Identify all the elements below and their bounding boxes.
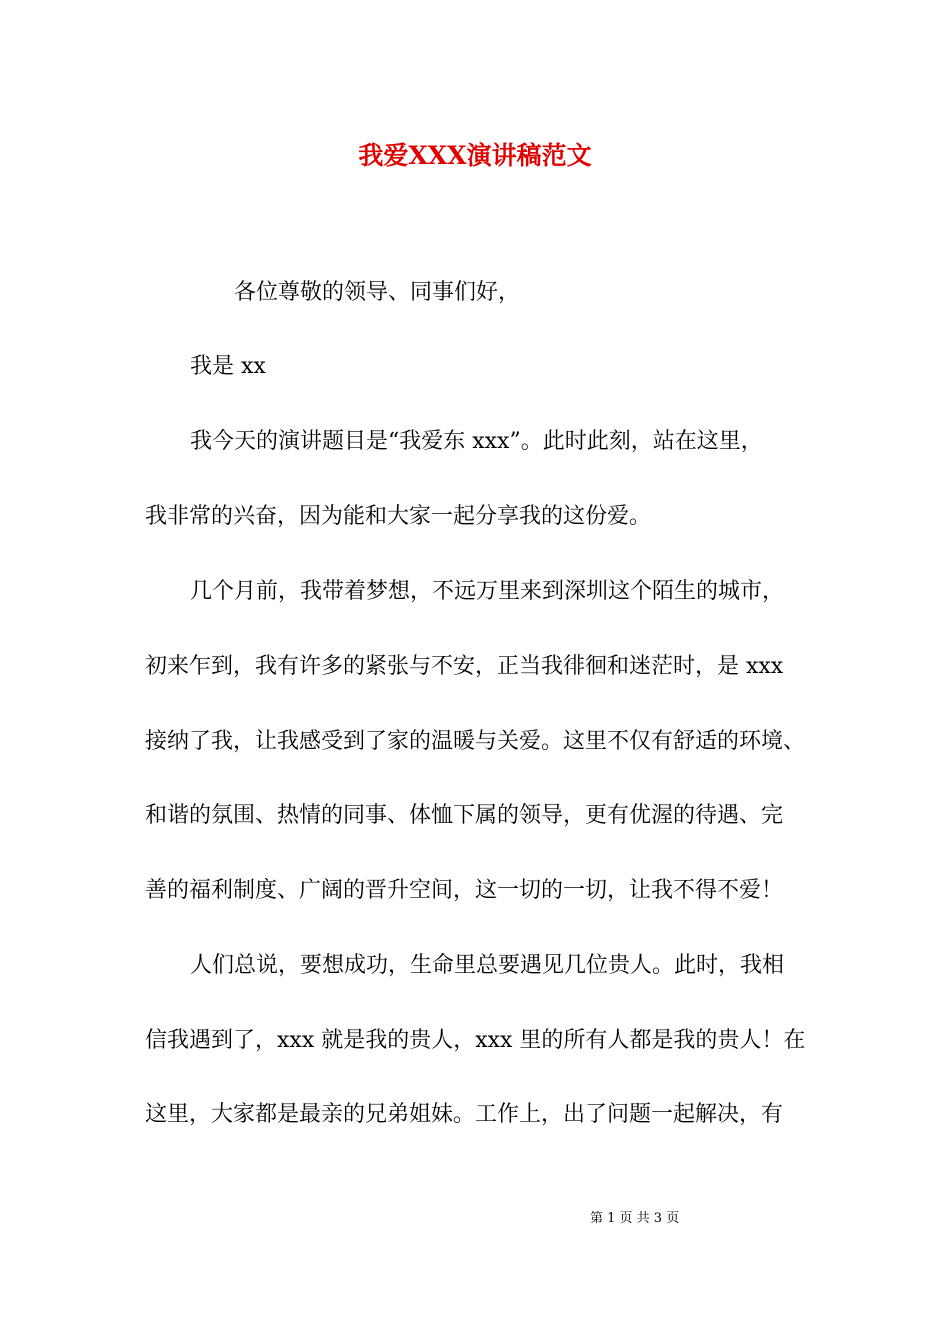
greeting-line: 各位尊敬的领导、同事们好， <box>234 280 521 305</box>
body-line: 初来乍到，我有许多的紧张与不安，正当我徘徊和迷茫时，是 xxx <box>145 654 784 679</box>
body-line: 这里，大家都是最亲的兄弟姐妹。工作上，出了问题一起解决，有 <box>145 1102 784 1127</box>
body-line: 接纳了我，让我感受到了家的温暖与关爱。这里不仅有舒适的环境、 <box>145 729 806 754</box>
body-line: 和谐的氛围、热情的同事、体恤下属的领导，更有优渥的待遇、完 <box>145 803 784 828</box>
body-line: 信我遇到了，xxx 就是我的贵人，xxx 里的所有人都是我的贵人！在 <box>145 1028 806 1053</box>
body-line: 我是 xx <box>190 354 266 379</box>
page-number-footer: 第 1 页 共 3 页 <box>590 1211 680 1226</box>
document-title: 我爱XXX演讲稿范文 <box>358 141 592 170</box>
body-line: 人们总说，要想成功，生命里总要遇见几位贵人。此时，我相 <box>190 953 785 978</box>
body-line: 我今天的演讲题目是“我爱东 xxx”。此时此刻，站在这里， <box>190 429 763 454</box>
body-line: 我非常的兴奋，因为能和大家一起分享我的这份爱。 <box>145 504 652 529</box>
body-line: 善的福利制度、广阔的晋升空间，这一切的一切，让我不得不爱！ <box>145 878 784 903</box>
body-line: 几个月前，我带着梦想，不远万里来到深圳这个陌生的城市， <box>190 579 785 604</box>
